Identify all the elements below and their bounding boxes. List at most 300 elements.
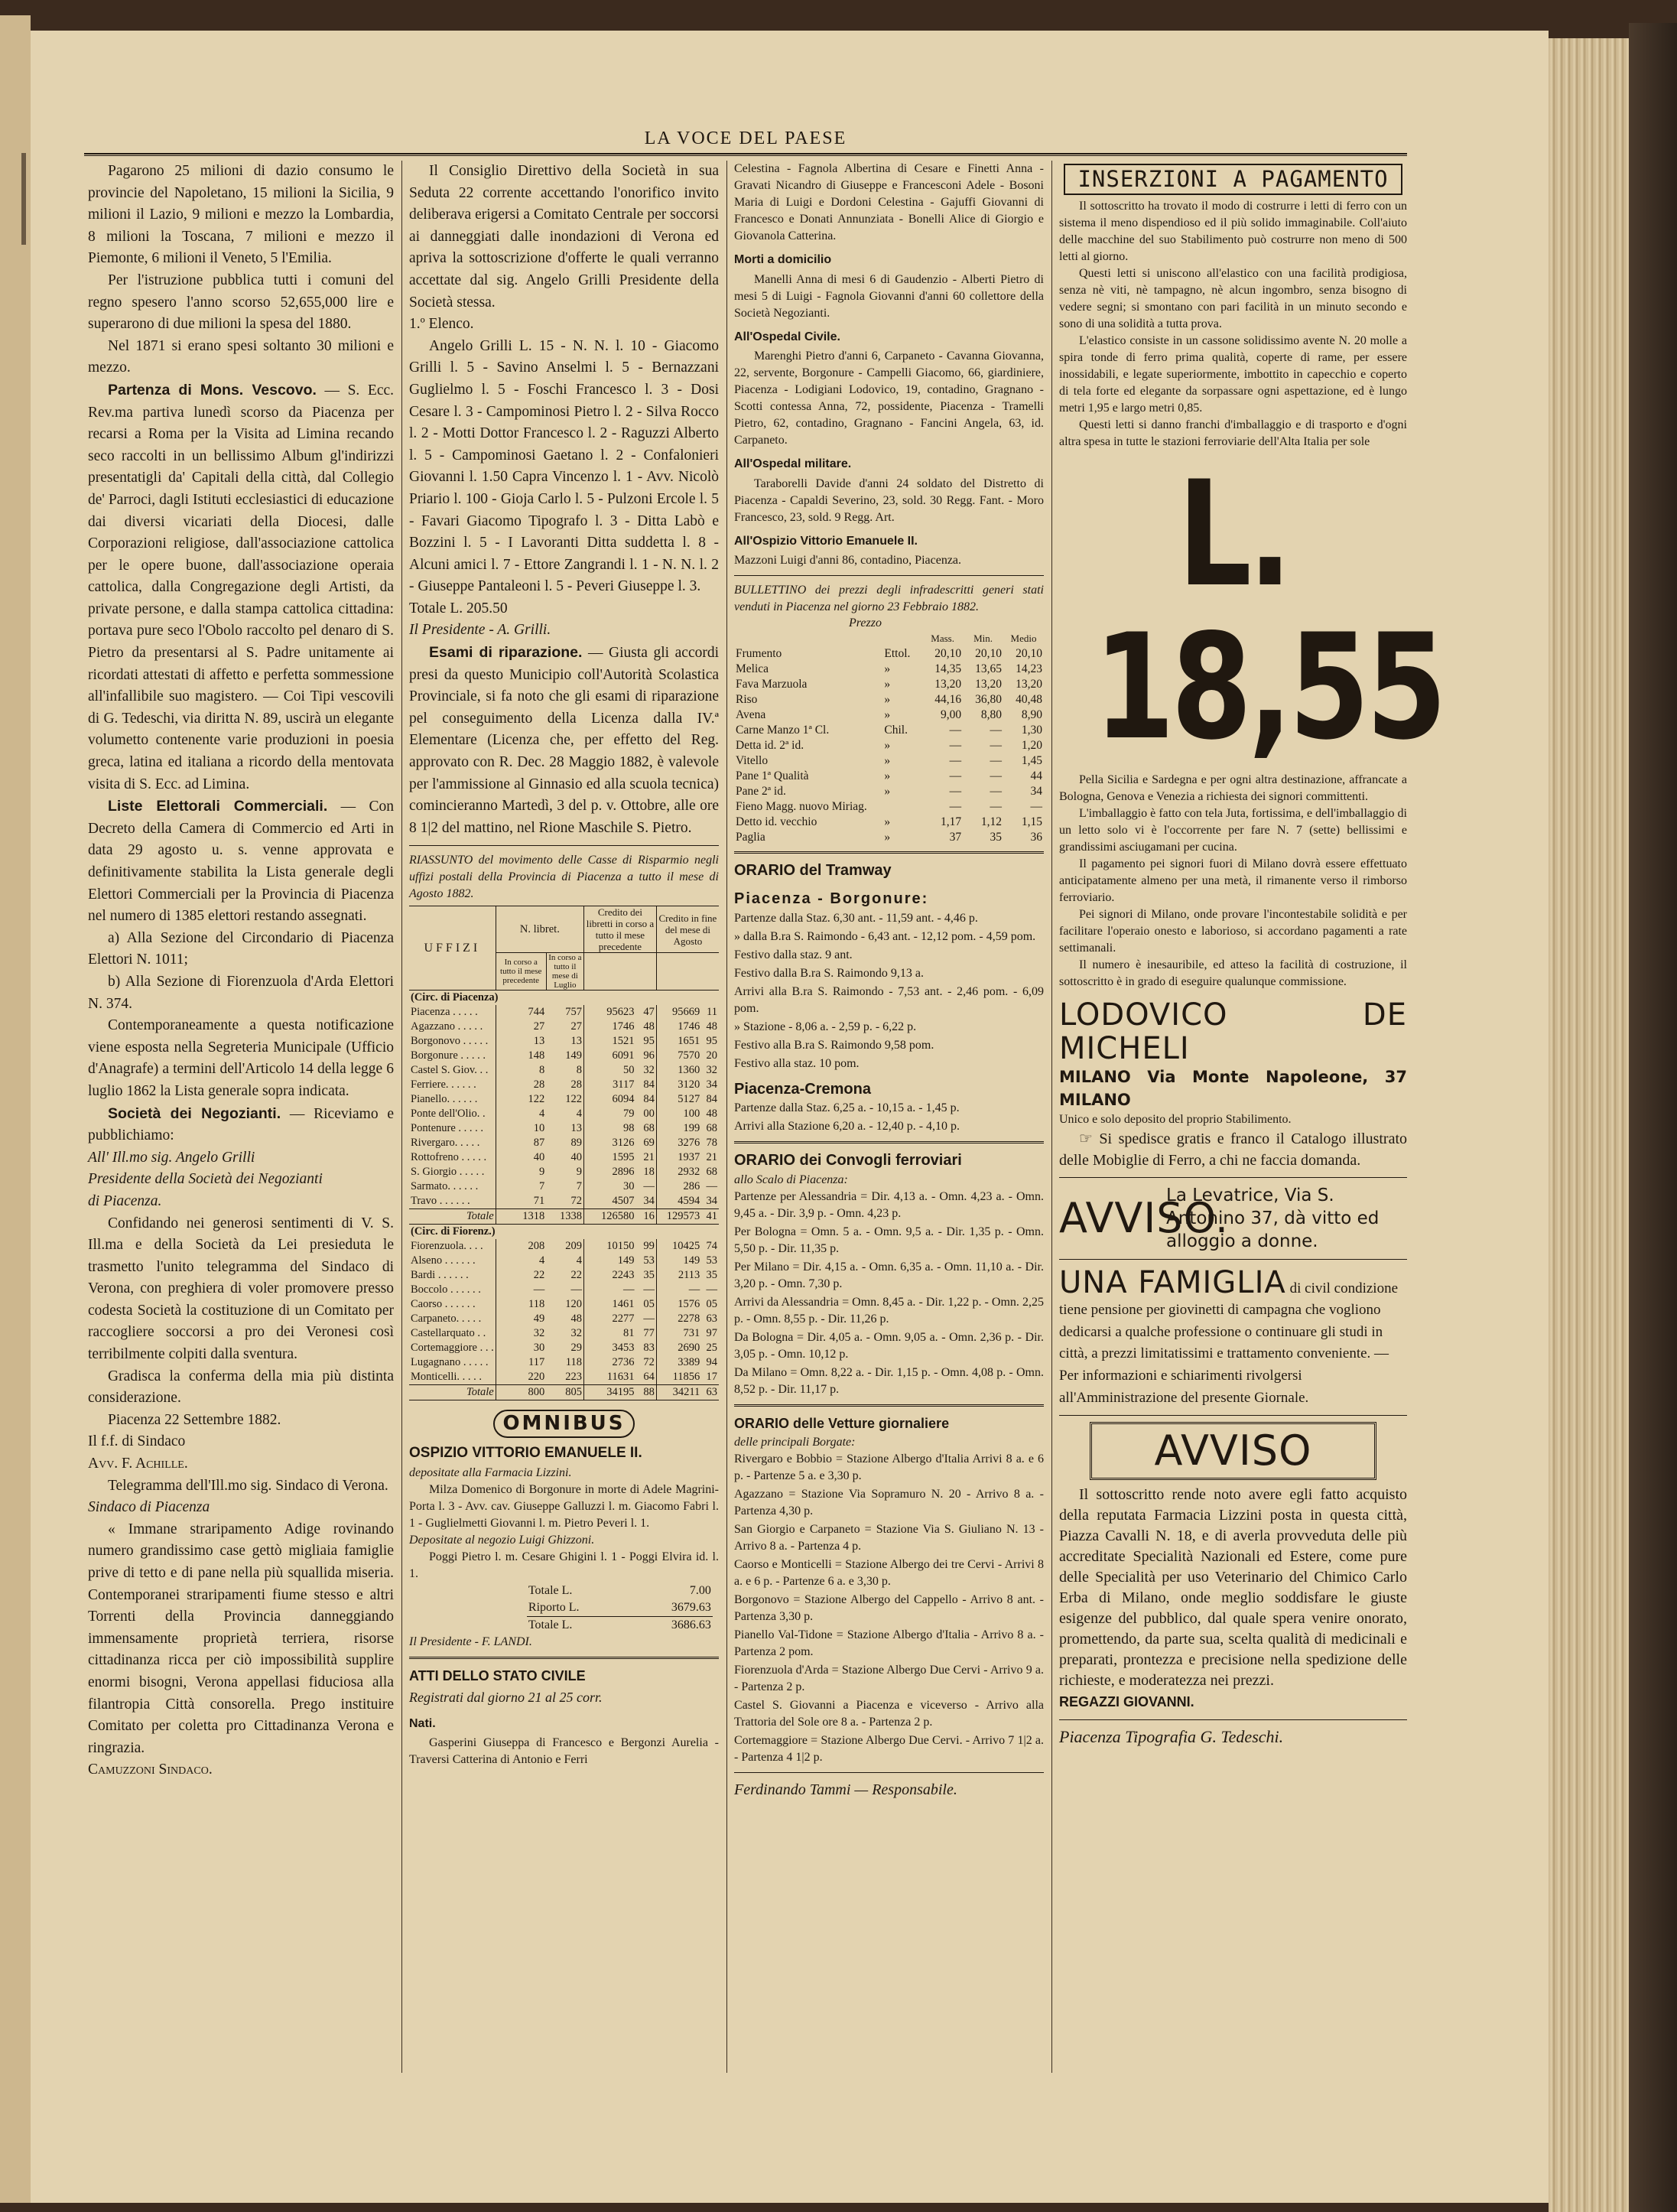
- table-cell: —: [643, 1180, 655, 1193]
- subheading: All'Ospedal militare.: [734, 457, 852, 471]
- price-cell: 1,20: [1021, 739, 1042, 753]
- table-cell: 149: [583, 1254, 635, 1268]
- divider: [1059, 1177, 1407, 1178]
- price-cell: —: [949, 754, 962, 768]
- table-row: [409, 1136, 719, 1150]
- price-cell: 1,45: [1021, 754, 1042, 768]
- commodity-name: Pane 1ª Qualità: [736, 769, 809, 783]
- table-cell: 10425: [656, 1239, 701, 1254]
- table-cell: 2736: [583, 1355, 635, 1370]
- price-cell: 13,20: [1016, 678, 1042, 691]
- table-cell: 3276: [656, 1136, 701, 1150]
- table-cell: 50: [583, 1063, 635, 1078]
- office-name: Agazzano . . . . .: [411, 1020, 483, 1033]
- table-cell: 122: [496, 1092, 546, 1107]
- table-cell: 34: [706, 1078, 717, 1091]
- timetable-entry: » Stazione - 8,06 a. - 2,59 p. - 6,22 p.: [734, 1020, 917, 1033]
- table-cell: 00: [643, 1108, 655, 1121]
- subheading: All'Ospizio Vittorio Emanuele II.: [734, 534, 918, 548]
- commodity-name: Detta id. 2ª id.: [736, 739, 804, 753]
- paragraph: Questi letti si uniscono all'elastico con una facilità prodigiosa, senza nè viti, nè tampagno, nè alcun ingombro, senza bisogno di vedere segni; si smontano con pari facilità in un minuto secondo e sono di una solidità a tutta prova.: [1059, 266, 1407, 330]
- price-cell: 13,65: [975, 662, 1003, 676]
- advertiser-address: MILANO Via Monte Napoleone, 37 MILANO: [1059, 1067, 1407, 1109]
- table-cell: 122: [565, 1093, 582, 1106]
- timetable-entry: Partenze dalla Staz. 6,25 a. - 10,15 a. - 1,45 p.: [734, 1101, 960, 1115]
- price-cell: 1,30: [1021, 724, 1042, 737]
- table-cell: 34: [706, 1195, 717, 1208]
- timetable: [734, 910, 1044, 1072]
- price-cell: —: [990, 785, 1003, 799]
- office-name: Caorso . . . . . .: [411, 1298, 476, 1311]
- table-row: [409, 1239, 719, 1254]
- table-cell: 72: [570, 1195, 582, 1208]
- address-line: di Piacenza.: [88, 1192, 162, 1209]
- article-text: — Riceviamo e pubblichiamo:: [88, 1105, 394, 1144]
- table-cell: 9: [496, 1165, 546, 1179]
- table-row: [409, 1034, 719, 1049]
- paragraph: Gasperini Giuseppa di Francesco e Bergonzi Aurelia - Traversi Catterina di Antonio e Ferri: [409, 1736, 719, 1767]
- table-cell: 744: [496, 1005, 546, 1020]
- paragraph: Contemporaneamente a questa notificazione viene esposta nella Segreteria Municipale (Ufficio d'Anagrafe) a termini dell'Articolo 14 della legge 6 luglio 1862 la Lista generale sopra indicata.: [88, 1017, 394, 1099]
- table-cell: 98: [583, 1121, 635, 1136]
- table-cell: 89: [570, 1137, 582, 1150]
- price-cell: —: [990, 800, 1003, 814]
- paragraph: Il sottoscritto ha trovato il modo di costrurre i letti di ferro con un sistema il meno dispendioso ed il più solido immaginabile. Coll'aiuto delle macchine del suo Stabilimento può costrurre non meno di 500 letti al giorno.: [1059, 199, 1407, 263]
- bulletin-title: BULLETTINO dei prezzi degli infradescritti generi stati venduti in Piacenza nel giorno 23 Febbraio 1882.: [734, 584, 1044, 614]
- price-header: Prezzo: [849, 616, 882, 630]
- table-cell: 21: [643, 1151, 655, 1164]
- table-cell: 48: [643, 1020, 655, 1033]
- price-cell: [882, 799, 922, 815]
- table-row: [409, 1326, 719, 1341]
- table-cell: 7: [496, 1179, 546, 1194]
- table-cell: 1576: [656, 1297, 701, 1312]
- subheading: Morti a domicilio: [734, 253, 832, 266]
- timetable-entry: Partenze dalla Staz. 6,30 ant. - 11,59 ant. - 4,46 p.: [734, 911, 978, 925]
- timetable: [734, 1100, 1044, 1135]
- table-cell: 81: [583, 1326, 635, 1341]
- table-row: [734, 677, 1044, 692]
- table-cell: 9: [576, 1166, 582, 1179]
- subheading: depositate alla Farmacia Lizzini.: [409, 1465, 572, 1479]
- table-cell: 28: [570, 1078, 582, 1091]
- table-row: [409, 1254, 719, 1268]
- price-cell: 35: [990, 831, 1003, 844]
- price-cell: »: [884, 662, 891, 676]
- paragraph: Unico e solo deposito del proprio Stabilimento.: [1059, 1112, 1292, 1126]
- price-cell: 44: [1030, 769, 1042, 783]
- office-name: Alseno . . . . . .: [411, 1254, 476, 1267]
- savings-table: [409, 906, 719, 1400]
- table-row: [409, 1005, 719, 1020]
- table-cell: 805: [565, 1386, 582, 1399]
- avviso-text: La Levatrice, Via S. Antonino 37, dà vitto ed alloggio a donne.: [1166, 1185, 1380, 1251]
- table-cell: 40: [496, 1150, 546, 1165]
- ads-heading: INSERZIONI A PAGAMENTO: [1064, 164, 1402, 195]
- paragraph: Taraborelli Davide d'anni 24 soldato del Distretto di Piacenza - Capaldi Severino, 23, sold. 30 Regg. Fant. - Moro Francesco, 23, sold. 9 Regg. Art.: [734, 477, 1044, 524]
- table-cell: 63: [706, 1313, 717, 1326]
- table-cell: 05: [643, 1298, 655, 1311]
- group-heading: (Circ. di Piacenza): [411, 991, 499, 1004]
- table-cell: 8: [496, 1063, 546, 1078]
- column-header: [734, 631, 882, 646]
- office-name: Lugagnano . . . . .: [411, 1356, 489, 1369]
- table-cell: 1360: [656, 1063, 701, 1078]
- list-heading: 1.º Elenco.: [409, 316, 474, 333]
- price-cell: —: [1030, 800, 1042, 814]
- table-cell: 2690: [656, 1341, 701, 1355]
- table-cell: 22: [570, 1269, 582, 1282]
- table-cell: 84: [643, 1093, 655, 1106]
- table-cell: 20: [706, 1049, 717, 1062]
- table-cell: 1461: [583, 1297, 635, 1312]
- table-cell: 79: [583, 1107, 635, 1121]
- table-cell: 149: [656, 1254, 701, 1268]
- table-row: [734, 723, 1044, 738]
- total-value: 7.00: [689, 1583, 711, 1597]
- table-cell: 21: [706, 1151, 717, 1164]
- commodity-name: Pane 2ª id.: [736, 785, 786, 799]
- table-row: [734, 799, 1044, 815]
- omnibus-banner: OMNIBUS: [493, 1410, 634, 1438]
- table-cell: 28: [496, 1078, 546, 1092]
- column-header: Min.: [973, 633, 993, 645]
- paragraph: Confidando nei generosi sentimenti di V. S. Ill.ma e della Società da Lei presieduta le trasmetto l'unito telegramma del Sindaco di Verona, con preghiera di voler promovere presso codesta Società la costituzione di un Comitato per raccogliere soccorsi a pro dei Veronesi così terribilmente colpiti dalla sventura.: [88, 1215, 394, 1363]
- price-cell: —: [949, 769, 962, 783]
- section-subheading: allo Scalo di Piacenza:: [734, 1173, 848, 1186]
- column-1: [88, 161, 394, 2165]
- divider: [734, 575, 1044, 576]
- column-divider: [726, 161, 727, 2073]
- divider: [1059, 1719, 1407, 1720]
- table-cell: 34: [643, 1195, 655, 1208]
- column-header: Mass.: [931, 633, 954, 645]
- table-cell: 13: [570, 1122, 582, 1135]
- table-cell: —: [496, 1283, 546, 1297]
- table-cell: 72: [643, 1356, 655, 1369]
- table-cell: 100: [656, 1107, 701, 1121]
- office-name: Borgonovo . . . . .: [411, 1035, 489, 1048]
- column-header: Medio: [1010, 633, 1037, 645]
- divider: [734, 1772, 1044, 1773]
- table-cell: 84: [643, 1078, 655, 1091]
- table-cell: —: [656, 1283, 701, 1297]
- price-cell: —: [949, 800, 962, 814]
- office-name: Totale: [466, 1210, 494, 1223]
- address-line: Presidente della Società dei Negozianti: [88, 1171, 323, 1188]
- table-row: [409, 1049, 719, 1063]
- totals-table: [527, 1583, 713, 1634]
- office-name: Rottofreno . . . . .: [411, 1151, 487, 1164]
- price-cell: 36: [1030, 831, 1042, 844]
- signature-line: Avv. F. Achille.: [88, 1456, 188, 1472]
- table-cell: 18: [643, 1166, 655, 1179]
- price-cell: —: [990, 724, 1003, 737]
- table-row: [409, 1092, 719, 1107]
- table-cell: 118: [565, 1356, 582, 1369]
- table-cell: 129573: [656, 1209, 701, 1225]
- article-heading: Società dei Negozianti.: [108, 1104, 281, 1122]
- price-cell: 20,10: [934, 647, 962, 661]
- timetable-entry: Festivo dalla B.ra S. Raimondo 9,13 a.: [734, 966, 924, 980]
- table-cell: 95623: [583, 1005, 635, 1020]
- column-header: In corso a tutto il mese di Luglio: [546, 953, 583, 991]
- timetable-entry: Per Bologna = Omn. 5 a. - Omn. 9,5 a. - Dir. 1,35 p. - Omn. 5,50 p. - Dir. 11,35 p.: [734, 1225, 1044, 1255]
- paragraph: Mazzoni Luigi d'anni 86, contadino, Piacenza.: [734, 554, 962, 568]
- section-heading: ORARIO dei Convogli ferroviari: [734, 1152, 962, 1169]
- group-heading: (Circ. di Fiorenz.): [411, 1225, 496, 1238]
- column-2: [409, 161, 719, 2165]
- section-subheading: Piacenza - Borgonure:: [734, 890, 929, 907]
- price-cell: »: [884, 693, 891, 707]
- price-cell: 20,10: [975, 647, 1003, 661]
- paragraph: Il sottoscritto rende noto avere egli fatto acquisto della reputata Farmacia Lizzini posta in questa città, Piazza Cavalli N. 18, e di averla provveduta delle più accreditate Specialità Nazionali ed Estere, come pure delle Specialità per uso Veterinario del Chimico Carlo Erba di Milano, onde meglio soddisfare le giuste esigenze del pubblico, dal quale spera venire onorato, promettendo, da parte sua, scelta qualità di medicinali e preparati, prontezza e precisione nella spedizione delle richieste, e moderatezza nei prezzi.: [1059, 1486, 1407, 1690]
- timetable-entry: Castel S. Giovanni a Piacenza e viceverso - Arrivo alla Trattoria del Sole ore 8 a. - Partenza 2 p.: [734, 1699, 1044, 1729]
- table-cell: 13: [570, 1035, 582, 1048]
- table-row: [409, 1194, 719, 1209]
- paragraph: Questi letti si danno franchi d'imballaggio e di trasporto e d'ogni altra spesa in tutte le stazioni ferroviarie dell'Alta Italia per sole: [1059, 418, 1407, 448]
- table-cell: 30: [583, 1179, 635, 1194]
- table-cell: 35: [643, 1269, 655, 1282]
- table-row: [734, 708, 1044, 723]
- price-cell: —: [949, 739, 962, 753]
- responsible-line: Ferdinando Tammi — Responsabile.: [734, 1781, 957, 1799]
- table-cell: —: [643, 1283, 655, 1296]
- paragraph: Il Consiglio Direttivo della Società in sua Seduta 22 corrente accettando l'onorifico invito deliberava erigersi a Comitato Centrale per soccorsi ai danneggiati dalle inondazioni di Verona ed apriva la sottoscrizione d'offerte le quali verranno accettate dal sig. Angelo Grilli Presidente della Società stessa.: [409, 163, 720, 311]
- table-cell: 223: [565, 1371, 582, 1384]
- office-name: Piacenza . . . . .: [411, 1006, 478, 1019]
- price-cell: 8,80: [980, 708, 1003, 722]
- table-cell: 1595: [583, 1150, 635, 1165]
- divider: [734, 1141, 1044, 1143]
- table-cell: 4: [496, 1254, 546, 1268]
- table-cell: 731: [656, 1326, 701, 1341]
- section-subheading: delle principali Borgate:: [734, 1436, 856, 1449]
- commodity-name: Detto id. vecchio: [736, 815, 817, 829]
- table-cell: 4: [576, 1108, 582, 1121]
- price-table: [734, 631, 1044, 845]
- table-cell: 32: [643, 1064, 655, 1077]
- table-cell: 7570: [656, 1049, 701, 1063]
- office-name: Castellarquato . .: [411, 1327, 486, 1340]
- table-cell: 126580: [583, 1209, 635, 1225]
- column-header: UFFIZI: [424, 942, 481, 955]
- table-cell: —: [706, 1180, 717, 1193]
- divider: [409, 845, 719, 846]
- office-name: Fiorenzuola. . . .: [411, 1240, 483, 1253]
- address-line: All' Ill.mo sig. Angelo Grilli: [88, 1149, 255, 1166]
- table-cell: 1651: [656, 1034, 701, 1049]
- table-row: [734, 738, 1044, 753]
- table-cell: 1318: [496, 1209, 546, 1225]
- table-cell: —: [570, 1283, 582, 1296]
- column-divider: [401, 161, 402, 2073]
- table-cell: 95: [706, 1035, 717, 1048]
- signature-line: Il Presidente - F. LANDI.: [409, 1635, 532, 1648]
- table-row: [409, 1107, 719, 1121]
- table-cell: 4507: [583, 1194, 635, 1209]
- price-cell: 37: [949, 831, 962, 844]
- column-header: In corso a tutto il mese precedente: [496, 953, 546, 991]
- article-text: — Giusta gli accordi presi da questo Municipio coll'Autorità Scolastica Provinciale, si fa noto che gli esami di riparazione pel conseguimento della Licenza dalla IV.ª Elementare (Licenza che, per effetto del Reg. approvato con R. Dec. 28 Maggio 1882, è valevole per l'ammissione al Ginnasio ed alla scuola tecnica) comincieranno Martedì, 3 del p. v. Ottobre, alle ore 8 1|2 del mattino, nel Rione Maschile S. Pietro.: [409, 645, 720, 836]
- timetable-entry: Rivergaro e Bobbio = Stazione Albergo d'Italia Arrivi 8 a. e 6 p. - Partenze 5 a. e 3,30 p.: [734, 1452, 1044, 1483]
- paragraph: Manelli Anna di mesi 6 di Gaudenzio - Alberti Pietro di mesi 5 di Luigi - Fagnola Giovanni d'anni 60 collettore della Società Negozianti.: [734, 272, 1044, 320]
- table-cell: 2896: [583, 1165, 635, 1179]
- timetable-entry: Arrivi da Alessandria = Omn. 8,45 a. - Dir. 1,22 p. - Omn. 2,25 p. - Omn. 8,55 p. - Dir. 11,26 p.: [734, 1295, 1044, 1326]
- table-cell: 2243: [583, 1268, 635, 1283]
- office-name: Rivergaro. . . . .: [411, 1137, 480, 1150]
- table-cell: 71: [496, 1194, 546, 1209]
- table-cell: 78: [706, 1137, 717, 1150]
- table-row: [409, 1283, 719, 1297]
- divider: [734, 1404, 1044, 1407]
- table-cell: 2113: [656, 1268, 701, 1283]
- table-cell: 148: [496, 1049, 546, 1063]
- table-cell: 35: [706, 1269, 717, 1282]
- table-cell: 68: [706, 1166, 717, 1179]
- office-name: Ponte dell'Olio. .: [411, 1108, 486, 1121]
- table-cell: 2278: [656, 1312, 701, 1326]
- table-row: [409, 1150, 719, 1165]
- price-cell: »: [884, 739, 891, 753]
- table-cell: 74: [706, 1240, 717, 1253]
- table-cell: 22: [496, 1268, 546, 1283]
- price-cell: —: [949, 785, 962, 799]
- table-cell: 1937: [656, 1150, 701, 1165]
- donor-list: Angelo Grilli L. 15 - N. N. l. 10 - Giacomo Grilli l. 5 - Savino Anselmi l. 5 - Bernazzani Guglielmo l. 5 - Foschi Francesco l. 3 - Dosi Cesare l. 3 - Campominosi Pietro l. 2 - Silva Rocco l. 2 - Motti Dottor Francesco l. 2 - Raguzzi Alberto l. 5 - Campominosi Gaetano l. 2 - Confalonieri Giovanni l. 1.50 Capra Vincenzo l. 1 - Avv. Nicolò Priario l. 100 - Gioja Carlo l. 5 - Pulzoni Ercole l. 5 - Favari Giacomo Tipografo l. 3 - Ditta Labò e Bozzini l. 5 - I Lavoranti Ditta suddetta l. 8 - Alcuni amici l. 7 - Ettore Zangrandi l. 1 - N. N. l. 2 - Giuseppe Pantaleoni l. 5 - Peveri Giuseppe l. 3.: [409, 337, 719, 595]
- table-cell: 63: [706, 1386, 717, 1399]
- table-cell: 27: [570, 1020, 582, 1033]
- timetable-entry: » dalla B.ra S. Raimondo - 6,43 ant. - 12,12 pom. - 4,59 pom.: [734, 929, 1036, 943]
- timetable-entry: Agazzano = Stazione Via Sopramuro N. 20 - Arrivo 8 a. - Partenza 4,30 p.: [734, 1488, 1044, 1518]
- family-text: di civil condizione tiene pensione per giovinetti di campagna che vogliono dedicarsi a qualche professione o continuare gli studi in città, a prezzi limitatissimi e trattamento conveniente. — Per informazioni e schiarimenti rivolgersi all'Amministrazione del presente Giornale.: [1059, 1280, 1399, 1406]
- table-cell: 41: [706, 1210, 717, 1223]
- table-cell: 94: [706, 1356, 717, 1369]
- timetable-entry: Borgonovo = Stazione Albergo del Cappello - Arrivo 8 ant. - Partenza 3,30 p.: [734, 1593, 1044, 1624]
- addressee: Sindaco di Piacenza: [88, 1499, 210, 1516]
- column-3: [734, 161, 1044, 2165]
- price-cell: 20,10: [1016, 647, 1042, 661]
- total-line: Totale L. 205.50: [409, 600, 508, 616]
- office-name: Boccolo . . . . . .: [411, 1283, 481, 1296]
- section-heading: ATTI DELLO STATO CIVILE: [409, 1667, 586, 1683]
- price-cell: »: [884, 769, 891, 783]
- timetable: [734, 1451, 1044, 1766]
- paragraph: Nel 1871 si erano spesi soltanto 30 milioni e mezzo.: [88, 337, 394, 376]
- timetable-entry: Arrivi alla Stazione 6,20 a. - 12,40 p. - 4,10 p.: [734, 1120, 960, 1134]
- table-cell: 117: [496, 1355, 546, 1370]
- article-heading: Partenza di Mons. Vescovo.: [108, 381, 317, 398]
- table-cell: 11: [707, 1006, 717, 1019]
- table-cell: 34195: [583, 1385, 635, 1400]
- table-row: [734, 815, 1044, 830]
- table-row: [409, 1078, 719, 1092]
- paragraph: Il pagamento pei signori fuori di Milano dovrà essere effettuato anticipatamente almeno per una metà, il rimanente verso il rimborso ferroviario.: [1059, 857, 1407, 904]
- avviso-banner: AVVISO: [1090, 1422, 1376, 1480]
- divider: [409, 1657, 719, 1659]
- advertiser-name: LODOVICO DE MICHELI: [1059, 997, 1407, 1066]
- table-cell: 16: [643, 1210, 655, 1223]
- table-row: [734, 769, 1044, 784]
- table-cell: 32: [706, 1064, 717, 1077]
- office-name: Cortemaggiore . . .: [411, 1342, 494, 1355]
- table-row: [734, 753, 1044, 769]
- office-name: Travo . . . . . .: [411, 1195, 470, 1208]
- timetable-entry: Pianello Val-Tidone = Stazione Albergo d'Italia - Arrivo 8 a. - Partenza 2 pom.: [734, 1628, 1044, 1659]
- divider: [734, 851, 1044, 854]
- price-cell: 36,80: [975, 693, 1003, 707]
- paragraph: Pagarono 25 milioni di dazio consumo le provincie del Napoletano, 15 milioni la Sicilia, 9 milioni il Lazio, 9 milioni e mezzo la Lombardia, 8 milioni la Toscana, 7 milioni e mezzo il Piemonte, 6 milioni il Veneto, 5 l'Emilia.: [88, 163, 394, 267]
- table-cell: 149: [565, 1049, 582, 1062]
- subheading: All'Ospedal Civile.: [734, 330, 840, 343]
- price-cell: —: [990, 754, 1003, 768]
- table-row: [734, 692, 1044, 708]
- table-cell: —: [643, 1313, 655, 1326]
- table-cell: 17: [706, 1371, 717, 1384]
- price-cell: Chil.: [884, 724, 908, 737]
- table-cell: 1521: [583, 1034, 635, 1049]
- column-header: Credito in fine del mese di Agosto: [656, 906, 719, 953]
- table-row: [734, 646, 1044, 662]
- office-name: Castel S. Giov. . .: [411, 1064, 489, 1077]
- office-name: Pontenure . . . . .: [411, 1122, 484, 1135]
- timetable-entry: Fiorenzuola d'Arda = Stazione Albergo Due Cervi - Arrivo 9 a. - Partenza 2 p.: [734, 1664, 1044, 1694]
- section-heading: OSPIZIO VITTORIO EMANUELE II.: [409, 1445, 642, 1461]
- paragraph: Marenghi Pietro d'anni 6, Carpaneto - Cavanna Giovanna, 22, servente, Borgonure - Campelli Giacomo, 66, giardiniere, Piacenza - Lodigiani Lodovico, 19, contadino, Gragnano - Scotti contessa Anna, 72, possidente, Piacenza - Tramelli Pietro, 62, contadino, Gragnano - Fancini Angela, 63, id. Carpaneto.: [734, 350, 1044, 447]
- table-row: [409, 1297, 719, 1312]
- price-cell: 14,35: [934, 662, 962, 676]
- commodity-name: Fava Marzuola: [736, 678, 808, 691]
- office-name: S. Giorgio . . . . .: [411, 1166, 485, 1179]
- table-cell: 208: [496, 1239, 546, 1254]
- commodity-name: Paglia: [736, 831, 765, 844]
- table-cell: —: [706, 1283, 717, 1296]
- table-cell: 05: [706, 1298, 717, 1311]
- commodity-name: Riso: [736, 693, 758, 707]
- table-cell: 77: [643, 1327, 655, 1340]
- office-name: Sarmato. . . . . .: [411, 1180, 479, 1193]
- office-name: Monticelli. . . . .: [411, 1371, 483, 1384]
- printer-line: Piacenza Tipografia G. Tedeschi.: [1059, 1726, 1284, 1746]
- table-cell: 53: [643, 1254, 655, 1267]
- table-cell: 64: [643, 1371, 655, 1384]
- table-cell: 220: [496, 1370, 546, 1385]
- table-cell: 32: [496, 1326, 546, 1341]
- table-cell: 7: [576, 1180, 582, 1193]
- price-cell: »: [884, 831, 891, 844]
- commodity-name: Vitello: [736, 754, 769, 768]
- paragraph: b) Alla Sezione di Fiorenzuola d'Arda Elettori N. 374.: [88, 973, 394, 1012]
- office-name: Carpaneto. . . . .: [411, 1313, 482, 1326]
- signature-line: REGAZZI GIOVANNI.: [1059, 1694, 1194, 1710]
- timetable-entry: Per Milano = Dir. 4,15 a. - Omn. 6,35 a. - Omn. 11,10 a. - Dir. 3,20 p. - Omn. 7,30 p.: [734, 1260, 1044, 1290]
- paragraph: L'imballaggio è fatto con tela Juta, fortissima, e dell'imballaggio di un letto solo vi è l'occorrente per fare N. 7 (sette) bellissimi e grandissimi asciugamani per cucina.: [1059, 806, 1407, 854]
- table-cell: 3120: [656, 1078, 701, 1092]
- timetable-entry: Da Bologna = Dir. 4,05 a. - Omn. 9,05 a. - Omn. 2,36 p. - Dir. 3,05 p. - Omn. 10,12 p.: [734, 1330, 1044, 1361]
- price-cell: 40,48: [1016, 693, 1042, 707]
- paragraph: Pella Sicilia e Sardegna e per ogni altra destinazione, affrancate a Bologna, Genova e Venezia a richiesta dei signori committenti.: [1059, 773, 1407, 803]
- table-row: [409, 1165, 719, 1179]
- column-header: [882, 631, 922, 646]
- paragraph: Per l'istruzione pubblica tutti i comuni del regno spesero l'anno scorso 52,655,000 lire e superarono di due milioni la spesa del 1880.: [88, 272, 394, 333]
- previous-page-edge: [0, 15, 31, 2203]
- table-row: [409, 1341, 719, 1355]
- table-cell: 40: [570, 1151, 582, 1164]
- table-cell: 96: [643, 1049, 655, 1062]
- avviso-ad: [1059, 1184, 1407, 1253]
- table-cell: 27: [496, 1020, 546, 1034]
- timetable-entry: Festivo dalla staz. 9 ant.: [734, 948, 853, 961]
